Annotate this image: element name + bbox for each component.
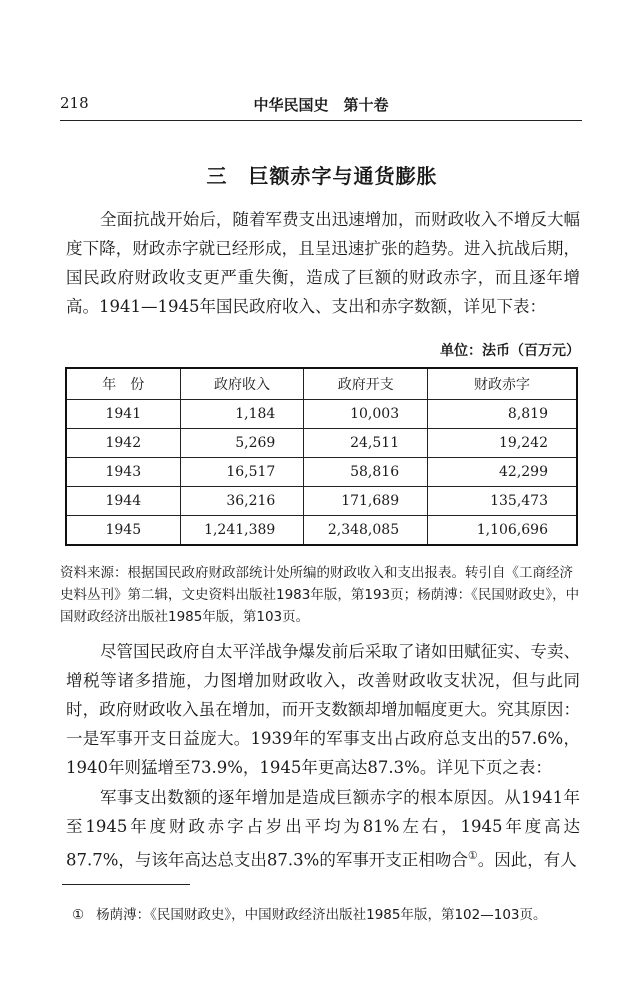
running-title: 中华民国史 第十卷 (253, 96, 389, 114)
paragraph-military-spending (66, 783, 580, 875)
column-header-revenue: 政府收入 (180, 368, 304, 400)
table-unit: 单位：法币（百万元） (440, 343, 580, 359)
cell-expenditure: 2,348,085 (304, 516, 428, 546)
footnote-mark: ① (72, 907, 85, 923)
cell-revenue: 16,517 (180, 458, 304, 487)
cell-expenditure: 58,816 (304, 458, 428, 487)
footnote-rule (62, 884, 190, 885)
section-title: 三 巨额赤字与通货膨胀 (206, 164, 438, 188)
table-header-row (66, 368, 577, 400)
cell-expenditure: 10,003 (304, 400, 428, 429)
footnote-text: 杨荫溥：《民国财政史》，中国财政经济出版社1985年版，第102—103页。 (96, 907, 547, 923)
footnote-reference[interactable]: ① (467, 849, 478, 862)
header-rule (60, 120, 582, 121)
cell-revenue: 1,241,389 (180, 516, 304, 546)
cell-deficit: 135,473 (428, 487, 577, 516)
table-row (66, 458, 577, 487)
cell-deficit: 19,242 (428, 429, 577, 458)
page-number: 218 (60, 94, 89, 112)
cell-year: 1945 (66, 516, 180, 546)
footnote (72, 903, 547, 923)
cell-revenue: 5,269 (180, 429, 304, 458)
cell-year: 1944 (66, 487, 180, 516)
cell-revenue: 1,184 (180, 400, 304, 429)
cell-deficit: 8,819 (428, 400, 577, 429)
cell-year: 1943 (66, 458, 180, 487)
column-header-expenditure: 政府开支 (304, 368, 428, 400)
column-header-deficit: 财政赤字 (428, 368, 577, 400)
cell-revenue: 36,216 (180, 487, 304, 516)
finance-table (65, 367, 578, 546)
cell-deficit: 1,106,696 (428, 516, 577, 546)
table-row (66, 516, 577, 546)
table-source-note: 资料来源：根据国民政府财政部统计处所编的财政收入和支出报表。转引自《工商经济史料丛刊》第二辑，文史资料出版社1983年版，第193页；杨荫溥：《民国财政史》，中国财政经济出版社1985年版，第103页。 (60, 565, 580, 625)
paragraph-intro: 全面抗战开始后，随着军费支出迅速增加，而财政收入不增反大幅度下降，财政赤字就已经形成，且呈迅速扩张的趋势。进入抗战后期，国民政府财政收支更严重失衡，造成了巨额的财政赤字，而且逐年增高。1941—1945年国民政府收入、支出和赤字数额，详见下表： (66, 210, 580, 316)
cell-year: 1941 (66, 400, 180, 429)
cell-year: 1942 (66, 429, 180, 458)
table-row (66, 400, 577, 429)
table-row (66, 429, 577, 458)
table-row (66, 487, 577, 516)
cell-deficit: 42,299 (428, 458, 577, 487)
page-header (60, 94, 582, 116)
paragraph-causes: 尽管国民政府自太平洋战争爆发前后采取了诸如田赋征实、专卖、增税等诸多措施，力图增加财政收入，改善财政收支状况，但与此同时，政府财政收入虽在增加，而开支数额却增加幅度更大。究其原因：一是军事开支日益庞大。1939年的军事支出占政府总支出的57.6%，1940年则猛增至73.9%，1945年更高达87.3%。详见下页之表： (66, 642, 580, 777)
paragraph-text-tail: 。因此，有人 (477, 850, 577, 870)
paragraph-text: 军事支出数额的逐年增加是造成巨额赤字的根本原因。从1941年至1945年度财政赤字占岁出平均为81%左右，1945年度高达87.7%，与该年高达总支出87.3%的军事开支正相吻合 (66, 788, 580, 870)
column-header-year: 年 份 (66, 368, 180, 400)
cell-expenditure: 24,511 (304, 429, 428, 458)
cell-expenditure: 171,689 (304, 487, 428, 516)
